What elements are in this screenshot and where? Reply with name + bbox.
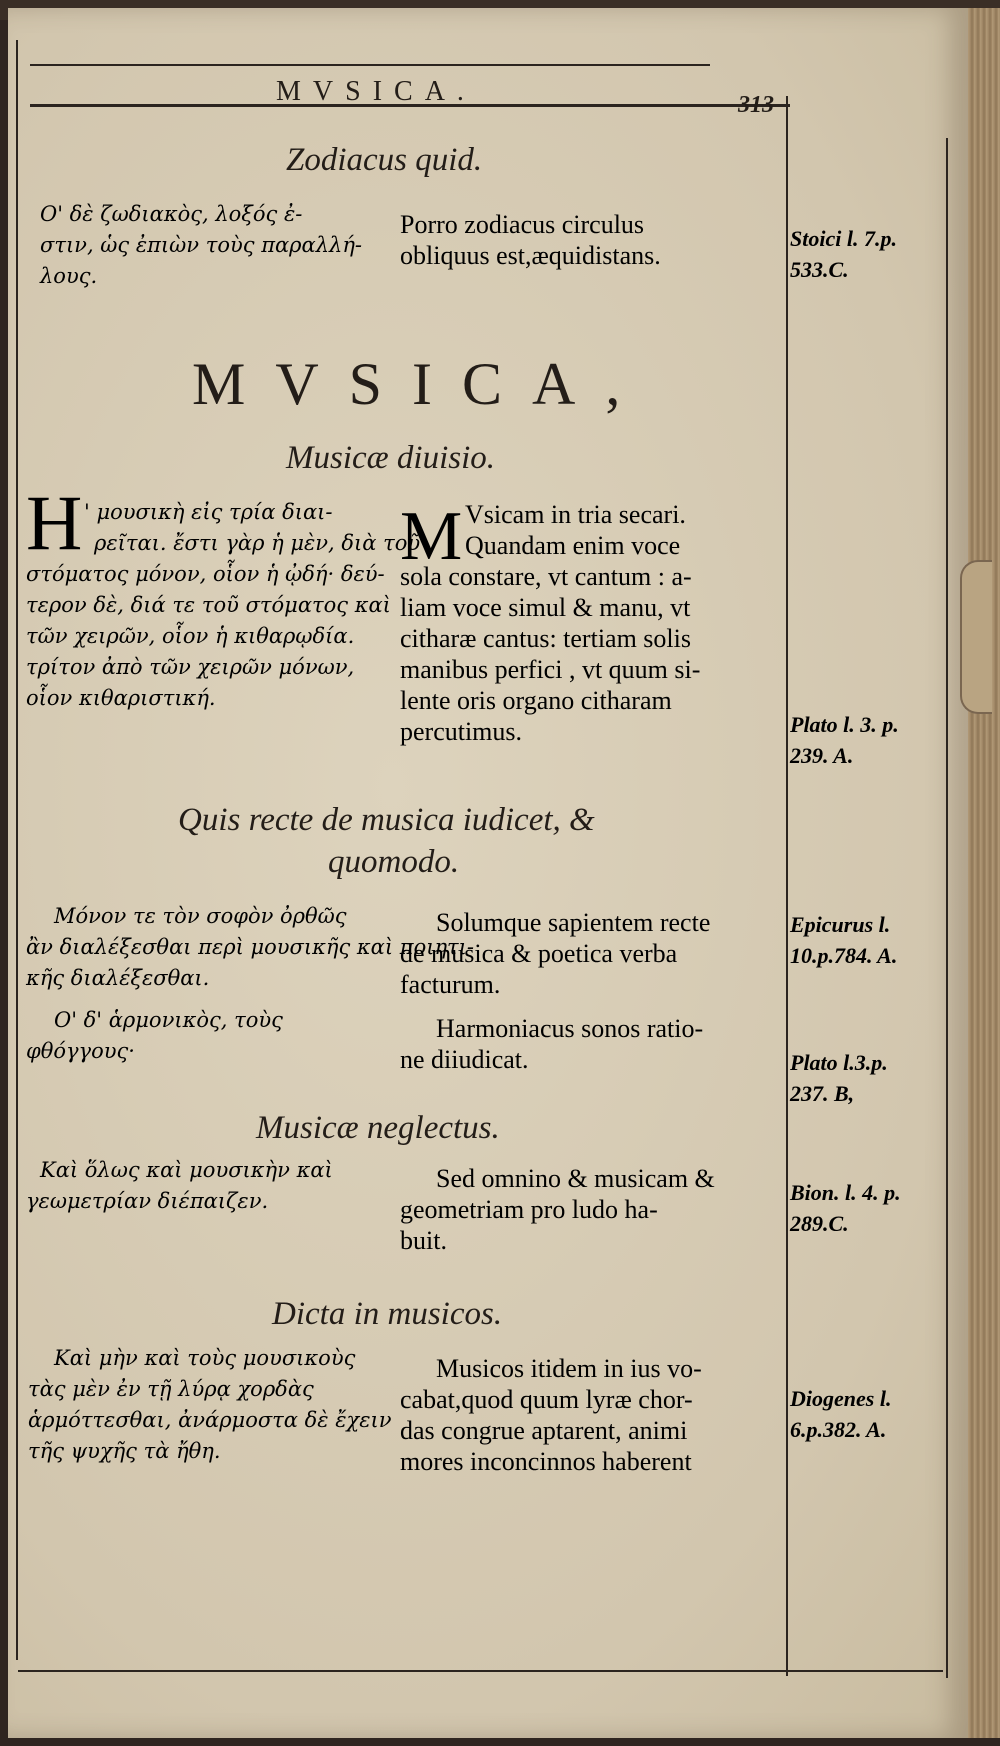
latin-text	[400, 210, 661, 272]
latin-line: ne diiudicat.	[400, 1045, 529, 1074]
greek-text	[26, 1158, 333, 1220]
page-number: 313	[738, 92, 774, 118]
greek-text	[84, 500, 420, 562]
ref-line: 289.C.	[790, 1211, 849, 1236]
page-edges	[968, 8, 1000, 1738]
greek-line: στόματος μόνον, οἷον ἡ ᾠδή· δεύ-	[26, 562, 385, 586]
latin-line: Harmoniacus sonos ratio-	[436, 1014, 704, 1043]
margin-reference	[790, 1050, 888, 1112]
latin-line: sola constare, vt cantum : a-	[400, 562, 692, 591]
greek-line: οἷον κιθαριστική.	[26, 686, 216, 710]
greek-line: Καὶ μὴν καὶ τοὺς μουσικοὺς	[54, 1346, 356, 1370]
latin-line: citharæ cantus: tertiam solis	[400, 624, 691, 653]
ref-line: Epicurus l.	[790, 912, 891, 937]
greek-line: στιν, ὡς ἐπιὼν τοὺς παραλλή-	[40, 233, 363, 257]
ref-line: 6.p.382. A.	[790, 1417, 887, 1442]
latin-line: percutimus.	[400, 717, 523, 746]
ref-line: Diogenes l.	[790, 1386, 892, 1411]
greek-text-b	[26, 1008, 283, 1070]
running-title: MVSICA.	[276, 76, 476, 107]
latin-line: facturum.	[400, 970, 501, 999]
ref-line: 239. A.	[790, 743, 854, 768]
latin-text	[400, 1164, 715, 1257]
chapter-title: MVSICA,	[192, 351, 651, 417]
greek-line: τὰς μὲν ἐν τῇ λύρᾳ χορδὰς	[28, 1377, 314, 1401]
greek-line: τρίτον ἀπὸ τῶν χειρῶν μόνων,	[26, 655, 355, 679]
greek-text	[40, 202, 362, 295]
greek-line: ' μουσικὴ εἰς τρία διαι-	[84, 500, 333, 524]
latin-line: das congrue aptarent, animi	[400, 1416, 688, 1445]
greek-text	[28, 1346, 392, 1470]
greek-line: Καὶ ὅλως καὶ μουσικὴν καὶ	[40, 1158, 333, 1182]
latin-line: manibus perfici , vt quum si-	[400, 655, 701, 684]
ref-line: Plato l.3.p.	[790, 1050, 888, 1075]
section-heading: Musicæ neglectus.	[256, 1110, 500, 1146]
latin-line: Porro zodiacus circulus	[400, 210, 645, 239]
section-heading: Quis recte de musica iudicet, &	[178, 802, 595, 838]
latin-line: geometriam pro ludo ha-	[400, 1195, 658, 1224]
greek-line: τῶν χειρῶν, οἷον ἡ κιθαρῳδία.	[26, 624, 355, 648]
greek-line: Ο' δ' ἁρμονικὸς, τοὺς	[54, 1008, 283, 1032]
latin-line: cabat,quod quum lyræ chor-	[400, 1385, 693, 1414]
latin-initial: M	[400, 498, 463, 575]
header-top-rule	[30, 64, 710, 66]
margin-reference	[790, 226, 897, 288]
margin-column-rule	[786, 96, 788, 1676]
latin-text	[400, 908, 711, 1001]
greek-line: Ο' δὲ ζωδιακὸς, λοξός ἐ-	[40, 202, 303, 226]
latin-line: mores inconcinnos haberent	[400, 1447, 692, 1476]
latin-line: lente oris organo citharam	[400, 686, 672, 715]
margin-reference	[790, 912, 897, 974]
latin-text-b	[400, 1014, 704, 1076]
greek-line: λους.	[40, 264, 98, 288]
greek-line: τερον δὲ, διά τε τοῦ στόματος καὶ	[26, 593, 391, 617]
greek-line: γεωμετρίαν διέπαιζεν.	[26, 1189, 269, 1213]
latin-line: Vsicam in tria secari.	[465, 500, 686, 529]
greek-line: φθόγγους·	[26, 1039, 135, 1063]
section-heading: Zodiacus quid.	[286, 142, 483, 178]
ref-line: 237. B,	[790, 1081, 855, 1106]
greek-line: ἂν διαλέξεσθαι περὶ μουσικῆς καὶ ποιητι-	[26, 935, 474, 959]
latin-line: de musica & poetica verba	[400, 939, 678, 968]
page-tab-mark	[960, 560, 992, 714]
ref-line: 533.C.	[790, 257, 849, 282]
latin-line: Musicos itidem in ius vo-	[436, 1354, 702, 1383]
greek-text-cont	[26, 562, 391, 717]
ref-line: Stoici l. 7.p.	[790, 226, 897, 251]
greek-line: Μόνον τε τὸν σοφὸν ὀρθῶς	[54, 904, 347, 928]
greek-line: τῆς ψυχῆς τὰ ἤθη.	[28, 1439, 221, 1463]
latin-line: Quandam enim voce	[465, 531, 681, 560]
latin-line: liam voce simul & manu, vt	[400, 593, 691, 622]
latin-line: Solumque sapientem recte	[436, 908, 711, 937]
section-heading: Musicæ diuisio.	[286, 440, 496, 476]
latin-text-cont	[400, 562, 700, 748]
ref-line: Plato l. 3. p.	[790, 712, 899, 737]
greek-initial: H	[26, 479, 83, 566]
margin-reference	[790, 1180, 901, 1242]
right-border-rule	[946, 138, 948, 1678]
greek-line: κῆς διαλέξεσθαι.	[26, 966, 210, 990]
greek-line: ρεῖται. ἔστι γὰρ ἡ μὲν, διὰ τοῦ	[94, 531, 421, 555]
latin-text	[400, 1354, 702, 1478]
greek-line: ἁρμόττεσθαι, ἀνάρμοστα δὲ ἔχειν	[28, 1408, 392, 1432]
latin-line: obliquus est,æquidistans.	[400, 241, 661, 270]
latin-line: buit.	[400, 1226, 447, 1255]
section-heading: Dicta in musicos.	[272, 1296, 503, 1332]
latin-line: Sed omnino & musicam &	[436, 1164, 715, 1193]
ref-line: 10.p.784. A.	[790, 943, 898, 968]
margin-reference	[790, 712, 899, 774]
left-border-rule	[16, 40, 18, 1660]
latin-text	[465, 500, 686, 562]
margin-reference	[790, 1386, 891, 1448]
footer-rule	[18, 1670, 943, 1672]
ref-line: Bion. l. 4. p.	[790, 1180, 901, 1205]
section-heading-cont: quomodo.	[328, 844, 460, 880]
